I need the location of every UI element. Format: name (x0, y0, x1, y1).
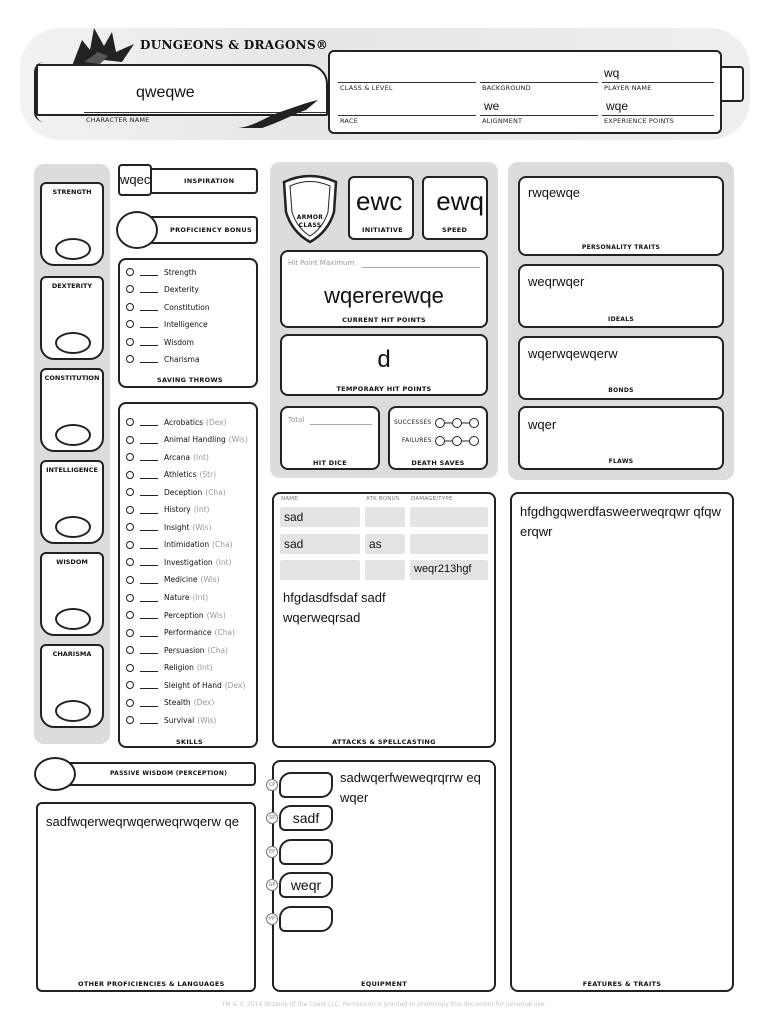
skill-attribute: (Int) (215, 557, 232, 567)
attack-bonus-cell[interactable]: as (365, 534, 405, 554)
attack-damage-cell[interactable] (410, 534, 488, 554)
character-name-label: CHARACTER NAME (86, 116, 150, 124)
skill-row[interactable] (126, 592, 208, 604)
attack-bonus-cell[interactable] (365, 507, 405, 527)
player-name-value[interactable]: wq (604, 66, 620, 80)
skill-modifier[interactable] (140, 646, 158, 654)
experience-line (602, 115, 714, 116)
skill-name: History (164, 505, 191, 515)
proficiency-dot[interactable] (126, 558, 134, 566)
skill-name: Stealth (164, 698, 191, 708)
death-saves-label: DEATH SAVES (411, 459, 465, 467)
skill-modifier[interactable] (140, 594, 158, 602)
proficiency-dot[interactable] (126, 285, 134, 293)
save-modifier[interactable] (140, 285, 158, 293)
attack-bonus-header: ATK BONUS (366, 496, 400, 502)
skill-row[interactable] (126, 697, 214, 709)
skill-name: Perception (164, 610, 204, 620)
skill-attribute: (Int) (192, 593, 209, 602)
bonds-label: BONDS (608, 387, 634, 394)
ability-name: CHARISMA (52, 650, 92, 658)
experience-value[interactable]: wqe (606, 99, 629, 113)
dragon-tail-icon (236, 98, 320, 132)
proficiency-dot[interactable] (126, 681, 134, 689)
ability-name: STRENGTH (52, 188, 92, 196)
skill-name: Athletics (164, 470, 197, 480)
ability-modifier-oval[interactable] (55, 608, 91, 630)
skill-attribute: (Cha) (212, 540, 233, 550)
race-label: RACE (340, 117, 359, 125)
skill-modifier[interactable] (140, 436, 158, 444)
save-name: Strength (164, 267, 197, 277)
class-level-line (338, 82, 476, 83)
experience-label: EXPERIENCE POINTS (604, 117, 675, 125)
background-line (480, 82, 598, 83)
save-name: Wisdom (164, 337, 194, 347)
skill-attribute: (Int) (193, 452, 209, 462)
skill-name: Arcana (164, 452, 191, 462)
coin-electrum-input[interactable] (279, 839, 333, 865)
skill-modifier[interactable] (140, 558, 158, 566)
proficiency-dot[interactable] (126, 506, 134, 514)
proficiency-dot[interactable] (126, 523, 134, 531)
ideals-text[interactable]: weqrwqer (528, 274, 585, 289)
skill-row[interactable] (126, 609, 226, 621)
failure-checkboxes[interactable] (434, 434, 480, 446)
equipment-label: EQUIPMENT (361, 980, 407, 988)
passive-wisdom-input[interactable] (34, 757, 76, 791)
hp-max-label: Hit Point Maximum (288, 259, 355, 267)
skill-modifier[interactable] (140, 716, 158, 724)
skill-modifier[interactable] (140, 471, 158, 479)
proficiencies-label: OTHER PROFICIENCIES & LANGUAGES (78, 980, 225, 988)
footer-copyright: TM & © 2014 Wizards of the Coast LLC. Permission is granted to photocopy this document for personal use. (221, 1001, 547, 1008)
skill-name: Acrobatics (164, 417, 204, 427)
skill-modifier[interactable] (140, 523, 158, 531)
temp-hp-value[interactable]: d (377, 346, 391, 373)
current-hp-value[interactable]: wqererewqe (324, 283, 444, 308)
attack-name-header: NAME (281, 496, 298, 502)
background-label: BACKGROUND (482, 84, 531, 92)
proficiency-dot[interactable] (126, 611, 134, 619)
skill-name: Performance (164, 628, 212, 638)
attack-damage-cell[interactable]: weqr213hgf (410, 560, 488, 580)
logo-text: DUNGEONS & DRAGONS® (140, 38, 329, 52)
skill-attribute: (Wis) (200, 575, 220, 585)
skill-attribute: (Wis) (197, 715, 217, 725)
skill-name: Medicine (164, 575, 198, 585)
armor-class-label: ARMOR CLASS (296, 214, 324, 229)
skill-row[interactable] (126, 714, 216, 726)
skill-row[interactable] (126, 469, 216, 481)
proficiency-dot[interactable] (126, 664, 134, 672)
skill-attribute: (Cha) (205, 487, 226, 497)
ability-modifier-oval[interactable] (55, 516, 91, 538)
player-name-label: PLAYER NAME (604, 84, 652, 92)
skill-attribute: (Dex) (224, 680, 246, 690)
passive-wisdom-label: PASSIVE WISDOM (PERCEPTION) (110, 770, 228, 777)
skill-modifier[interactable] (140, 664, 158, 672)
speed-label: SPEED (442, 226, 468, 234)
attack-name-cell[interactable] (280, 560, 360, 580)
inspiration-input[interactable]: wqec (118, 164, 152, 196)
attack-damage-cell[interactable] (410, 507, 488, 527)
coin-label: CP (266, 779, 278, 791)
skill-row[interactable] (126, 451, 209, 463)
proficiency-dot[interactable] (126, 355, 134, 363)
proficiency-label: PROFICIENCY BONUS (170, 226, 252, 234)
coin-label: SP (266, 812, 278, 824)
skill-row[interactable] (126, 662, 213, 674)
save-name: Charisma (164, 354, 200, 364)
skills-title: SKILLS (176, 738, 203, 746)
hp-max-line[interactable] (362, 267, 480, 268)
hit-dice-label: HIT DICE (313, 459, 347, 467)
attacks-notes[interactable]: hfgdasdfsdaf sadf wqerweqrsad (283, 590, 386, 625)
ability-strength[interactable] (40, 182, 104, 266)
ability-modifier-oval[interactable] (55, 238, 91, 260)
info-ribbon-right (722, 66, 744, 102)
alignment-line (480, 115, 598, 116)
ability-name: DEXTERITY (51, 282, 93, 290)
skill-attribute: (Cha) (214, 628, 235, 638)
skill-row[interactable] (126, 679, 245, 691)
failures-label: FAILURES (402, 437, 432, 444)
proficiency-dot[interactable] (126, 699, 134, 707)
skill-attribute: (Int) (196, 663, 213, 673)
skill-modifier[interactable] (140, 488, 158, 496)
features-text[interactable]: hfgdhgqwerdfasweerweqrqwr qfqwerqwr (520, 504, 721, 539)
attack-name-cell[interactable]: sad (280, 507, 360, 527)
skill-modifier[interactable] (140, 629, 158, 637)
save-row[interactable] (126, 336, 194, 348)
save-row[interactable] (126, 353, 200, 365)
skill-modifier[interactable] (140, 576, 158, 584)
skill-attribute: (Str) (199, 470, 217, 480)
ability-name: CONSTITUTION (44, 374, 100, 382)
initiative-label: INITIATIVE (362, 226, 403, 234)
skill-row[interactable] (126, 504, 209, 516)
current-hp-label: CURRENT HIT POINTS (342, 316, 426, 324)
attack-bonus-cell[interactable] (365, 560, 405, 580)
proficiency-dot[interactable] (126, 646, 134, 654)
proficiency-dot[interactable] (126, 488, 134, 496)
proficiency-dot[interactable] (126, 320, 134, 328)
attacks-label: ATTACKS & SPELLCASTING (332, 738, 436, 746)
skill-name: Animal Handling (164, 435, 226, 445)
proficiency-dot[interactable] (126, 716, 134, 724)
ability-name: WISDOM (56, 558, 88, 566)
proficiency-dot[interactable] (126, 303, 134, 311)
save-modifier[interactable] (140, 268, 158, 276)
inspiration-label: INSPIRATION (184, 177, 235, 185)
skill-name: Religion (164, 663, 194, 673)
proficiency-dot[interactable] (126, 436, 134, 444)
successes-label: SUCCESSES (394, 419, 432, 426)
save-row[interactable] (126, 301, 210, 313)
skill-modifier[interactable] (140, 506, 158, 514)
flaws-label: FLAWS (608, 458, 634, 465)
coin-label: PP (266, 913, 278, 925)
proficiencies-text[interactable]: sadfwqerweqrwqerweqrwqerw qe (46, 814, 239, 829)
skill-row[interactable] (126, 644, 228, 656)
temp-hp-label: TEMPORARY HIT POINTS (336, 385, 432, 393)
skill-attribute: (Wis) (192, 522, 212, 532)
save-name: Dexterity (164, 284, 199, 294)
skill-attribute: (Wis) (228, 435, 248, 445)
attack-damage-header: DAMAGE/TYPE (411, 496, 453, 502)
armor-class-shield-icon[interactable] (278, 172, 342, 244)
skill-modifier[interactable] (140, 453, 158, 461)
skill-modifier[interactable] (140, 681, 158, 689)
skill-attribute: (Int) (193, 505, 210, 515)
class-level-label: CLASS & LEVEL (340, 84, 393, 92)
proficiency-input[interactable] (116, 211, 158, 249)
save-modifier[interactable] (140, 320, 158, 328)
coin-platinum-input[interactable] (279, 906, 333, 932)
skill-row[interactable] (126, 486, 226, 498)
features-box[interactable] (510, 492, 734, 992)
proficiency-dot[interactable] (126, 576, 134, 584)
skill-name: Survival (164, 715, 195, 725)
ability-charisma[interactable] (40, 644, 104, 728)
personality-traits-text[interactable]: rwqewqe (528, 185, 581, 200)
skill-row[interactable] (126, 627, 235, 639)
save-modifier[interactable] (140, 303, 158, 311)
hit-dice-total-line[interactable] (310, 424, 372, 425)
save-row[interactable] (126, 318, 208, 330)
bonds-text[interactable]: wqerwqewqerw (528, 346, 618, 361)
coin-silver-input[interactable]: sadf (279, 805, 333, 831)
skill-name: Persuasion (164, 645, 205, 655)
ability-intelligence[interactable] (40, 460, 104, 544)
skill-row[interactable] (126, 416, 227, 428)
proficiency-dot[interactable] (126, 629, 134, 637)
save-name: Intelligence (164, 319, 208, 329)
proficiency-dot[interactable] (126, 418, 134, 426)
proficiency-dot[interactable] (126, 594, 134, 602)
proficiency-dot[interactable] (126, 471, 134, 479)
save-row[interactable] (126, 266, 196, 278)
ability-wisdom[interactable] (40, 552, 104, 636)
skill-name: Insight (164, 522, 190, 532)
proficiency-dot[interactable] (126, 453, 134, 461)
character-name-value[interactable]: qweqwe (136, 84, 195, 101)
skill-row[interactable] (126, 539, 233, 551)
hit-dice-total-label: Total (288, 416, 305, 424)
skill-attribute: (Cha) (207, 645, 228, 655)
coin-label: EP (266, 846, 278, 858)
ability-modifier-oval[interactable] (55, 332, 91, 354)
skill-name: Intimidation (164, 540, 210, 550)
equipment-text[interactable]: sadwqerfweweqrqrrw eqwqer (340, 770, 481, 805)
skill-modifier[interactable] (140, 418, 158, 426)
skill-attribute: (Dex) (193, 698, 215, 708)
alignment-label: ALIGNMENT (482, 117, 523, 125)
ability-modifier-oval[interactable] (55, 424, 91, 446)
alignment-value[interactable]: we (484, 99, 500, 113)
skill-row[interactable] (126, 521, 212, 533)
save-row[interactable] (126, 283, 199, 295)
coin-gold-input[interactable]: weqr (279, 872, 333, 898)
saving-throws-title: SAVING THROWS (157, 376, 223, 384)
banner-scroll-icon (34, 62, 50, 122)
coin-copper-input[interactable] (279, 772, 333, 798)
skill-row[interactable] (126, 434, 248, 446)
skill-name: Sleight of Hand (164, 680, 222, 690)
ability-name: INTELLIGENCE (46, 466, 98, 474)
player-name-line (602, 82, 714, 83)
proficiency-dot[interactable] (126, 268, 134, 276)
skill-modifier[interactable] (140, 541, 158, 549)
speed-value[interactable]: ewq (436, 186, 484, 216)
skill-name: Deception (164, 487, 203, 497)
save-name: Constitution (164, 302, 210, 312)
skill-modifier[interactable] (140, 699, 158, 707)
features-label: FEATURES & TRAITS (582, 980, 662, 988)
skill-row[interactable] (126, 556, 231, 568)
save-modifier[interactable] (140, 355, 158, 363)
flaws-text[interactable]: wqer (528, 417, 557, 432)
skill-name: Investigation (164, 557, 213, 567)
skill-attribute: (Dex) (206, 417, 227, 427)
coin-label: GP (266, 879, 278, 891)
skill-name: Nature (164, 593, 190, 602)
ability-constitution[interactable] (40, 368, 104, 452)
initiative-value[interactable]: ewc (356, 186, 403, 216)
ability-dexterity[interactable] (40, 276, 104, 360)
skill-attribute: (Wis) (206, 610, 226, 620)
race-line (338, 115, 476, 116)
ideals-label: IDEALS (608, 316, 634, 323)
save-modifier[interactable] (140, 338, 158, 346)
proficiency-dot[interactable] (126, 541, 134, 549)
skill-row[interactable] (126, 574, 220, 586)
success-checkboxes[interactable] (434, 416, 480, 428)
skill-modifier[interactable] (140, 611, 158, 619)
attack-name-cell[interactable]: sad (280, 534, 360, 554)
ability-modifier-oval[interactable] (55, 700, 91, 722)
proficiency-dot[interactable] (126, 338, 134, 346)
personality-traits-label: PERSONALITY TRAITS (581, 244, 661, 251)
